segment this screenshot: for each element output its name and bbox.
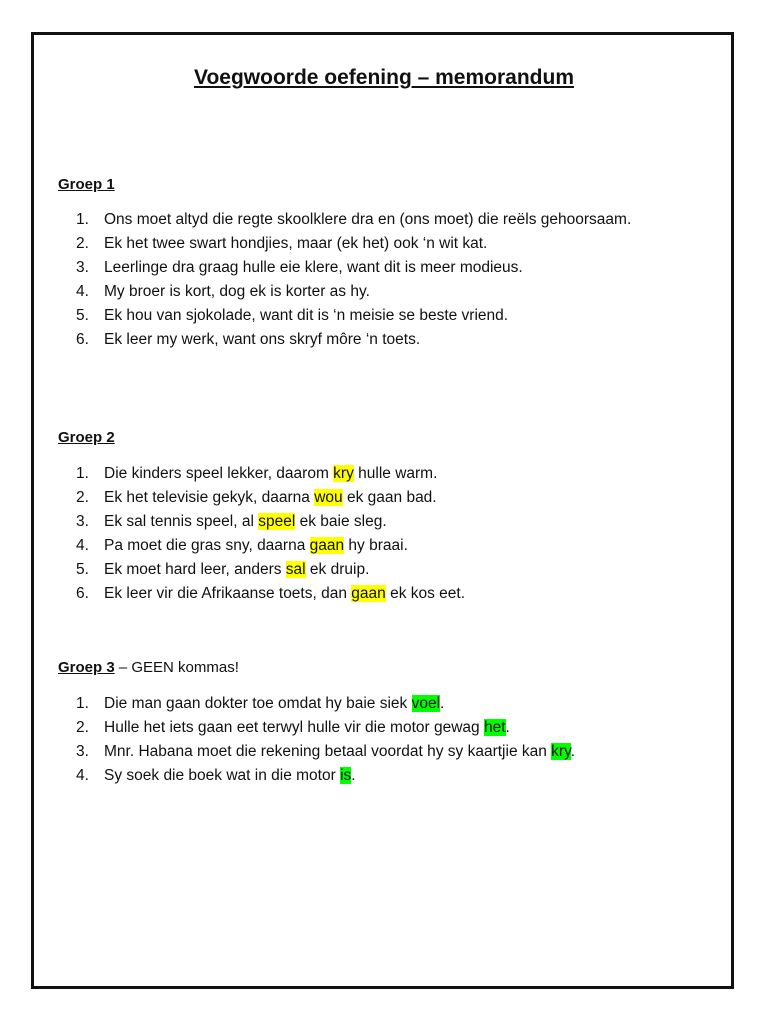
sentence-text: Ek leer vir die Afrikaanse toets, dan	[104, 585, 352, 602]
item-number: 1.	[76, 695, 89, 712]
item-number: 1.	[76, 211, 89, 228]
group-2-heading	[58, 429, 115, 446]
list-item	[76, 716, 676, 740]
list-item	[76, 764, 676, 788]
list-item	[76, 510, 676, 534]
highlighted-verb: het	[483, 719, 506, 736]
highlighted-verb: wou	[314, 489, 343, 506]
sentence-text: My broer is kort, dog ek is korter as hy.	[104, 283, 370, 300]
item-number: 5.	[76, 561, 89, 578]
group-1-heading-label: Groep 1	[58, 176, 115, 193]
highlighted-verb: gaan	[309, 537, 345, 554]
list-item	[76, 256, 676, 280]
item-number: 3.	[76, 513, 89, 530]
item-number: 3.	[76, 743, 89, 760]
sentence-text: Die kinders speel lekker, daarom	[104, 465, 334, 482]
sentence-text: Hulle het iets gaan eet terwyl hulle vir die motor gewag	[104, 719, 484, 736]
highlighted-verb: kry	[551, 743, 571, 760]
document-title: Voegwoorde oefening – memorandum	[194, 66, 574, 89]
group-1-list	[76, 208, 676, 352]
group-3-heading-note: – GEEN kommas!	[114, 659, 239, 676]
sentence-text: Pa moet die gras sny, daarna	[104, 537, 310, 554]
sentence-text: Die man gaan dokter toe omdat hy baie siek	[104, 695, 412, 712]
highlighted-verb: voel	[411, 695, 441, 712]
sentence-text: hulle warm.	[353, 465, 438, 482]
group-2-heading-label: Groep 2	[58, 429, 115, 446]
highlighted-verb: gaan	[351, 585, 386, 602]
item-number: 6.	[76, 585, 89, 602]
list-item	[76, 304, 676, 328]
list-item	[76, 208, 676, 232]
list-item	[76, 558, 676, 582]
list-item	[76, 582, 676, 606]
item-number: 6.	[76, 331, 89, 348]
group-2-list	[76, 462, 676, 606]
highlighted-verb: is	[340, 767, 352, 784]
sentence-text: Ek hou van sjokolade, want dit is ‘n meisie se beste vriend.	[104, 307, 509, 324]
sentence-text: ek kos eet.	[385, 585, 466, 602]
sentence-text: Sy soek die boek wat in die motor	[104, 767, 341, 784]
sentence-text: .	[351, 767, 356, 784]
list-item	[76, 232, 676, 256]
group-1-heading	[58, 176, 115, 193]
sentence-text: Ek moet hard leer, anders	[104, 561, 286, 578]
highlighted-verb: kry	[333, 465, 354, 482]
sentence-text: Ek sal tennis speel, al	[104, 513, 259, 530]
highlighted-verb: speel	[258, 513, 296, 530]
sentence-text: Ek leer my werk, want ons skryf môre ‘n toets.	[104, 331, 421, 348]
item-number: 4.	[76, 283, 89, 300]
sentence-text: Leerlinge dra graag hulle eie klere, want dit is meer modieus.	[104, 259, 523, 276]
group-3-list	[76, 692, 676, 788]
item-number: 4.	[76, 767, 89, 784]
group-3-heading	[58, 659, 239, 676]
sentence-text: Ons moet altyd die regte skoolklere dra en (ons moet) die reëls gehoorsaam.	[104, 211, 632, 228]
item-number: 1.	[76, 465, 89, 482]
sentence-text: hy braai.	[344, 537, 408, 554]
list-item	[76, 328, 676, 352]
sentence-text: ek druip.	[305, 561, 370, 578]
sentence-text: ek gaan bad.	[342, 489, 437, 506]
item-number: 2.	[76, 235, 89, 252]
sentence-text: .	[570, 743, 575, 760]
list-item	[76, 534, 676, 558]
list-item	[76, 740, 676, 764]
sentence-text: Mnr. Habana moet die rekening betaal voordat hy sy kaartjie kan	[104, 743, 552, 760]
item-number: 2.	[76, 489, 89, 506]
item-number: 2.	[76, 719, 89, 736]
item-number: 5.	[76, 307, 89, 324]
highlighted-verb: sal	[285, 561, 306, 578]
list-item	[76, 462, 676, 486]
item-number: 3.	[76, 259, 89, 276]
list-item	[76, 280, 676, 304]
item-number: 4.	[76, 537, 89, 554]
list-item	[76, 486, 676, 510]
sentence-text: ek baie sleg.	[295, 513, 387, 530]
sentence-text: .	[440, 695, 445, 712]
sentence-text: .	[505, 719, 510, 736]
list-item	[76, 692, 676, 716]
sentence-text: Ek het televisie gekyk, daarna	[104, 489, 315, 506]
sentence-text: Ek het twee swart hondjies, maar (ek het) ook ‘n wit kat.	[104, 235, 488, 252]
group-3-heading-label: Groep 3	[58, 659, 115, 676]
